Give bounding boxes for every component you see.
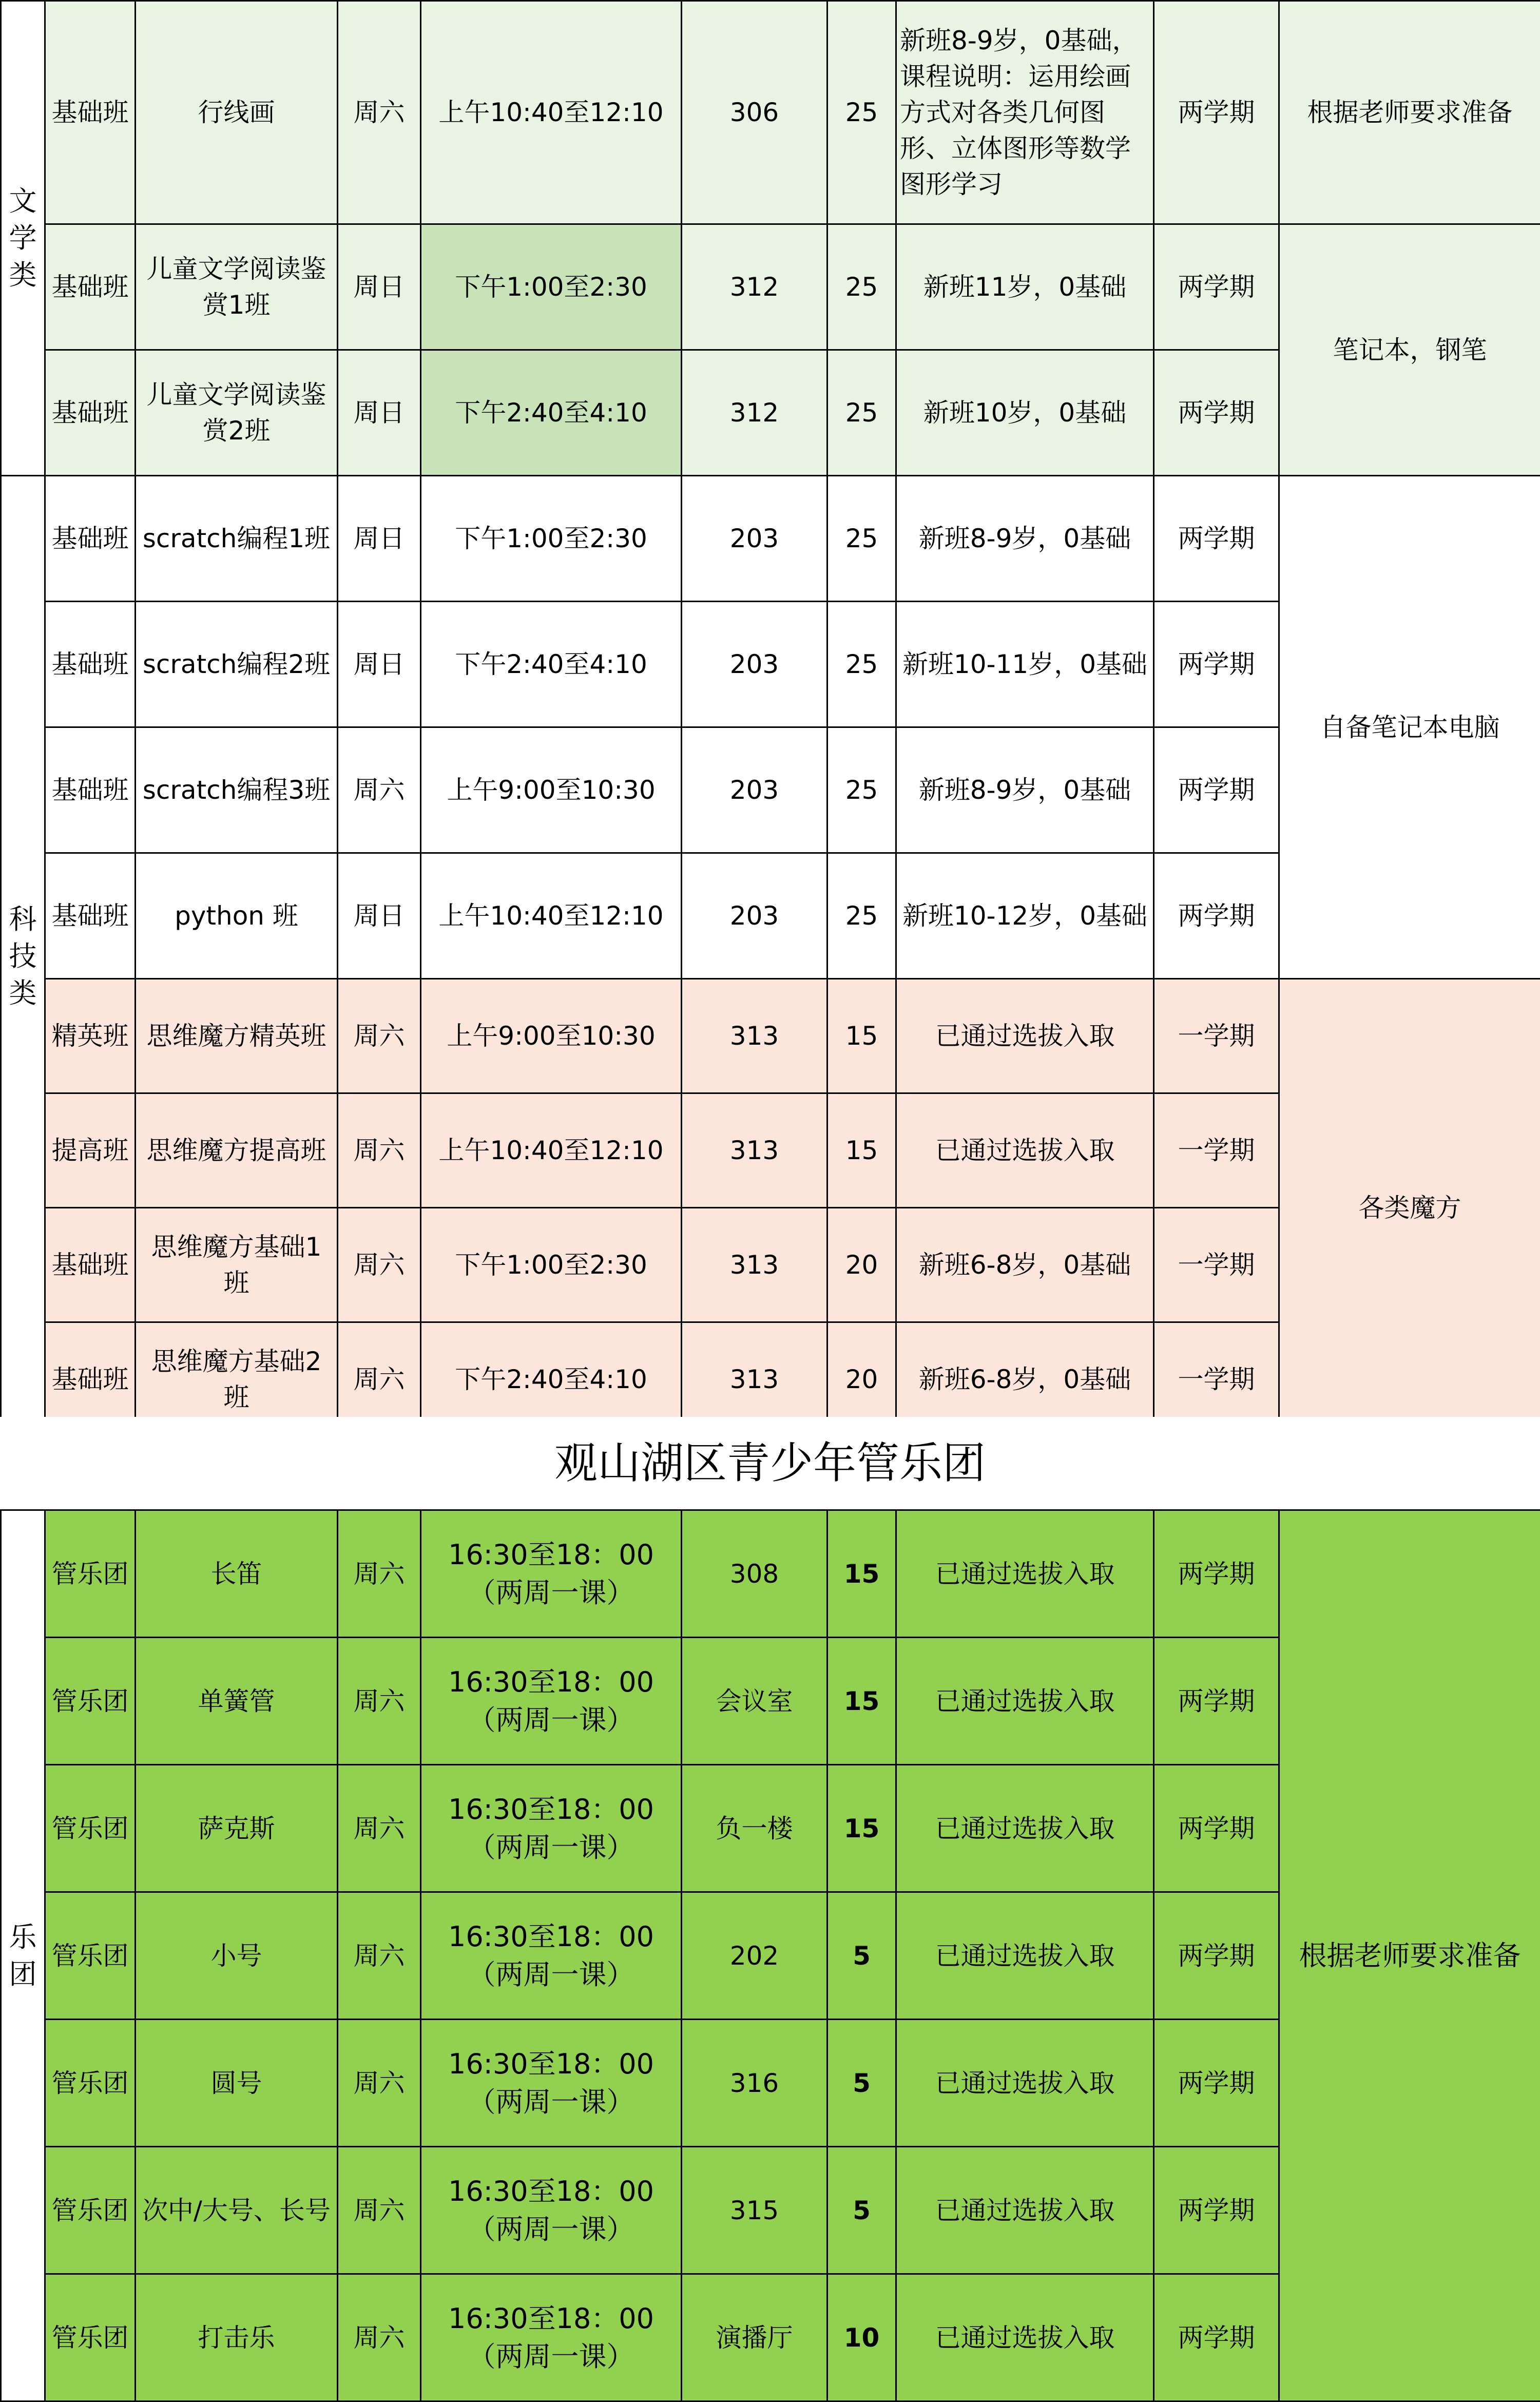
term-cell: 两学期: [1154, 1510, 1279, 1638]
notes-cell: 已通过选拔入取: [896, 2147, 1154, 2274]
room-cell: 313: [682, 1208, 827, 1322]
day-cell: 周六: [338, 1892, 421, 2020]
course-cell: 思维魔方基础1班: [136, 1208, 338, 1322]
time-cell: 16:30至18：00（两周一课）: [421, 1510, 682, 1638]
course-cell: 圆号: [136, 2020, 338, 2147]
course-cell: scratch编程1班: [136, 476, 338, 602]
time-cell: 16:30至18：00（两周一课）: [421, 2274, 682, 2401]
room-cell: 203: [682, 727, 827, 853]
notes-cell: 已通过选拔入取: [896, 1765, 1154, 1892]
course-cell: 小号: [136, 1892, 338, 2020]
level-cell: 基础班: [45, 350, 136, 476]
table-row: [1, 224, 1540, 350]
term-cell: 一学期: [1154, 1208, 1279, 1322]
level-cell: 管乐团: [45, 1510, 136, 1638]
level-cell: 基础班: [45, 476, 136, 602]
room-cell: 308: [682, 1510, 827, 1638]
level-cell: 管乐团: [45, 2147, 136, 2274]
term-cell: 两学期: [1154, 1638, 1279, 1765]
capacity-cell: 25: [827, 476, 896, 602]
table-row: [1, 979, 1540, 1093]
notes-cell: 已通过选拔入取: [896, 1638, 1154, 1765]
day-cell: 周六: [338, 979, 421, 1093]
notes-cell: 新班10-12岁，0基础: [896, 853, 1154, 979]
capacity-cell: 20: [827, 1322, 896, 1437]
day-cell: 周六: [338, 1, 421, 224]
materials-cell: 各类魔方: [1279, 979, 1540, 1437]
day-cell: 周日: [338, 602, 421, 727]
room-cell: 312: [682, 224, 827, 350]
room-cell: 313: [682, 1322, 827, 1437]
term-cell: 一学期: [1154, 1093, 1279, 1208]
notes-cell: 新班11岁，0基础: [896, 224, 1154, 350]
day-cell: 周六: [338, 727, 421, 853]
category-tech: 科技类: [1, 476, 45, 1437]
table-row: [1, 1, 1540, 224]
capacity-cell: 15: [827, 1765, 896, 1892]
level-cell: 管乐团: [45, 1765, 136, 1892]
term-cell: 两学期: [1154, 2147, 1279, 2274]
capacity-cell: 5: [827, 2020, 896, 2147]
time-cell: 下午1:00至2:30: [421, 1208, 682, 1322]
course-cell: 思维魔方提高班: [136, 1093, 338, 1208]
day-cell: 周日: [338, 350, 421, 476]
room-cell: 203: [682, 602, 827, 727]
course-cell: 儿童文学阅读鉴赏2班: [136, 350, 338, 476]
level-cell: 基础班: [45, 853, 136, 979]
capacity-cell: 10: [827, 2274, 896, 2401]
level-cell: 基础班: [45, 224, 136, 350]
notes-cell: 已通过选拔入取: [896, 1093, 1154, 1208]
level-cell: 管乐团: [45, 2274, 136, 2401]
level-cell: 管乐团: [45, 2020, 136, 2147]
capacity-cell: 25: [827, 224, 896, 350]
term-cell: 两学期: [1154, 224, 1279, 350]
time-cell: 16:30至18：00（两周一课）: [421, 2020, 682, 2147]
notes-cell: 已通过选拔入取: [896, 2020, 1154, 2147]
room-cell: 306: [682, 1, 827, 224]
day-cell: 周六: [338, 1093, 421, 1208]
notes-cell: 新班8-9岁，0基础: [896, 476, 1154, 602]
table-row: [1, 476, 1540, 602]
level-cell: 提高班: [45, 1093, 136, 1208]
course-cell: 打击乐: [136, 2274, 338, 2401]
level-cell: 管乐团: [45, 1892, 136, 2020]
notes-cell: 已通过选拔入取: [896, 979, 1154, 1093]
course-cell: 儿童文学阅读鉴赏1班: [136, 224, 338, 350]
course-cell: 长笛: [136, 1510, 338, 1638]
capacity-cell: 5: [827, 1892, 896, 2020]
term-cell: 两学期: [1154, 476, 1279, 602]
level-cell: 基础班: [45, 1322, 136, 1437]
level-cell: 基础班: [45, 602, 136, 727]
capacity-cell: 25: [827, 350, 896, 476]
notes-cell: 已通过选拔入取: [896, 2274, 1154, 2401]
level-cell: 基础班: [45, 1208, 136, 1322]
room-cell: 负一楼: [682, 1765, 827, 1892]
level-cell: 基础班: [45, 1, 136, 224]
day-cell: 周六: [338, 1208, 421, 1322]
room-cell: 315: [682, 2147, 827, 2274]
level-cell: 基础班: [45, 727, 136, 853]
capacity-cell: 15: [827, 979, 896, 1093]
notes-cell: 已通过选拔入取: [896, 1892, 1154, 2020]
materials-cell: 自备笔记本电脑: [1279, 476, 1540, 979]
notes-cell: 新班6-8岁，0基础: [896, 1208, 1154, 1322]
time-cell: 上午9:00至10:30: [421, 979, 682, 1093]
table-row: [1, 1510, 1540, 1638]
day-cell: 周六: [338, 2147, 421, 2274]
notes-cell: 已通过选拔入取: [896, 1510, 1154, 1638]
category-band: 乐团: [1, 1510, 45, 2401]
time-cell: 16:30至18：00（两周一课）: [421, 1765, 682, 1892]
capacity-cell: 25: [827, 727, 896, 853]
capacity-cell: 15: [827, 1510, 896, 1638]
capacity-cell: 5: [827, 2147, 896, 2274]
time-cell: 下午2:40至4:10: [421, 350, 682, 476]
day-cell: 周六: [338, 2274, 421, 2401]
room-cell: 313: [682, 1093, 827, 1208]
capacity-cell: 15: [827, 1638, 896, 1765]
term-cell: 一学期: [1154, 979, 1279, 1093]
capacity-cell: 15: [827, 1093, 896, 1208]
day-cell: 周六: [338, 1510, 421, 1638]
term-cell: 两学期: [1154, 2020, 1279, 2147]
category-literature: 文学类: [1, 1, 45, 476]
day-cell: 周六: [338, 1322, 421, 1437]
term-cell: 两学期: [1154, 1892, 1279, 2020]
level-cell: 管乐团: [45, 1638, 136, 1765]
capacity-cell: 20: [827, 1208, 896, 1322]
room-cell: 会议室: [682, 1638, 827, 1765]
band-table: [0, 1509, 1540, 2402]
day-cell: 周六: [338, 1638, 421, 1765]
time-cell: 上午10:40至12:10: [421, 853, 682, 979]
term-cell: 两学期: [1154, 350, 1279, 476]
room-cell: 203: [682, 853, 827, 979]
course-cell: 思维魔方基础2班: [136, 1322, 338, 1437]
notes-cell: 新班10岁，0基础: [896, 350, 1154, 476]
capacity-cell: 25: [827, 1, 896, 224]
materials-cell: 根据老师要求准备: [1279, 1510, 1540, 2401]
notes-cell: 新班8-9岁，0基础，课程说明：运用绘画方式对各类几何图形、立体图形等数学图形学习: [896, 1, 1154, 224]
course-cell: scratch编程2班: [136, 602, 338, 727]
term-cell: 两学期: [1154, 853, 1279, 979]
room-cell: 313: [682, 979, 827, 1093]
course-cell: 萨克斯: [136, 1765, 338, 1892]
time-cell: 上午9:00至10:30: [421, 727, 682, 853]
term-cell: 两学期: [1154, 2274, 1279, 2401]
course-cell: python 班: [136, 853, 338, 979]
course-cell: scratch编程3班: [136, 727, 338, 853]
day-cell: 周日: [338, 224, 421, 350]
term-cell: 两学期: [1154, 727, 1279, 853]
capacity-cell: 25: [827, 853, 896, 979]
time-cell: 下午2:40至4:10: [421, 1322, 682, 1437]
capacity-cell: 25: [827, 602, 896, 727]
room-cell: 演播厅: [682, 2274, 827, 2401]
time-cell: 下午2:40至4:10: [421, 602, 682, 727]
materials-cell: 根据老师要求准备: [1279, 1, 1540, 224]
notes-cell: 新班6-8岁，0基础: [896, 1322, 1154, 1437]
day-cell: 周日: [338, 476, 421, 602]
time-cell: 16:30至18：00（两周一课）: [421, 1892, 682, 2020]
time-cell: 16:30至18：00（两周一课）: [421, 1638, 682, 1765]
course-cell: 行线画: [136, 1, 338, 224]
term-cell: 一学期: [1154, 1322, 1279, 1437]
day-cell: 周日: [338, 853, 421, 979]
notes-cell: 新班10-11岁，0基础: [896, 602, 1154, 727]
room-cell: 203: [682, 476, 827, 602]
room-cell: 202: [682, 1892, 827, 2020]
term-cell: 两学期: [1154, 1, 1279, 224]
time-cell: 上午10:40至12:10: [421, 1, 682, 224]
time-cell: 下午1:00至2:30: [421, 224, 682, 350]
term-cell: 两学期: [1154, 602, 1279, 727]
time-cell: 下午1:00至2:30: [421, 476, 682, 602]
materials-cell: 笔记本，钢笔: [1279, 224, 1540, 476]
term-cell: 两学期: [1154, 1765, 1279, 1892]
course-cell: 单簧管: [136, 1638, 338, 1765]
course-cell: 思维魔方精英班: [136, 979, 338, 1093]
level-cell: 精英班: [45, 979, 136, 1093]
room-cell: 312: [682, 350, 827, 476]
band-section-title: 观山湖区青少年管乐团: [0, 1417, 1540, 1509]
day-cell: 周六: [338, 1765, 421, 1892]
room-cell: 316: [682, 2020, 827, 2147]
day-cell: 周六: [338, 2020, 421, 2147]
time-cell: 16:30至18：00（两周一课）: [421, 2147, 682, 2274]
time-cell: 上午10:40至12:10: [421, 1093, 682, 1208]
notes-cell: 新班8-9岁，0基础: [896, 727, 1154, 853]
course-cell: 次中/大号、长号: [136, 2147, 338, 2274]
